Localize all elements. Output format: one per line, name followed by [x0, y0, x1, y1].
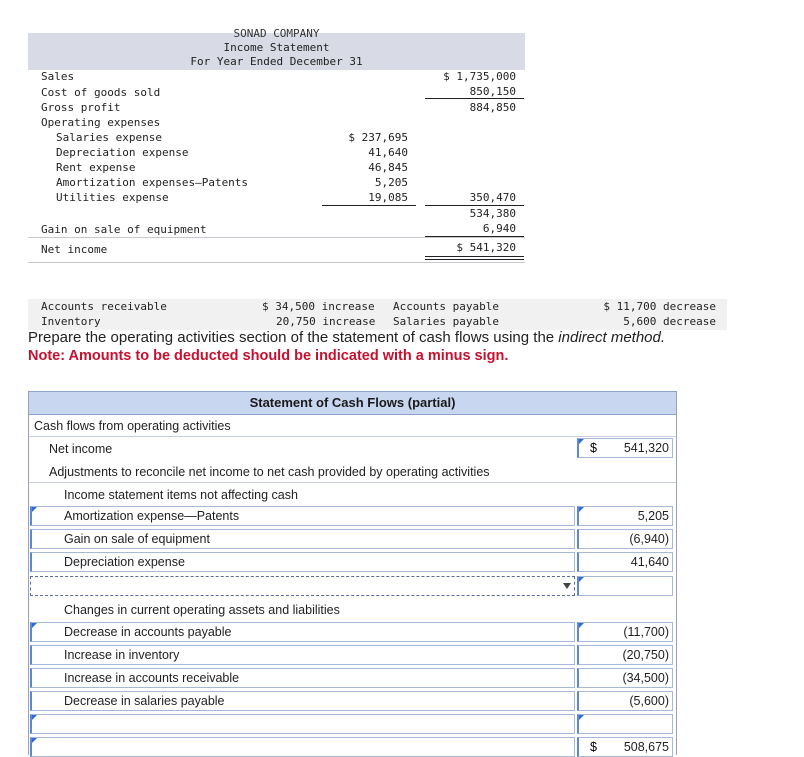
row-divider: [29, 482, 676, 483]
net-income-row-label: Net income: [49, 442, 113, 456]
adjustment-amount-input[interactable]: (6,940): [577, 529, 673, 549]
net-income-label: Net income: [41, 243, 108, 256]
expense-value: 5,205: [374, 176, 408, 189]
input-marker-icon: [579, 439, 584, 444]
instruction-note: Note: Amounts to be deducted should be indicated with a minus sign.: [28, 348, 509, 364]
adjustment-amount-input[interactable]: [577, 576, 673, 596]
adjustment-amount-input[interactable]: 5,205: [577, 506, 673, 526]
input-marker-icon: [579, 507, 584, 512]
expense-label: Utilities expense: [56, 191, 169, 204]
income-statement-header: [28, 27, 525, 70]
chevron-down-icon: [563, 583, 571, 589]
expense-label: Salaries expense: [56, 131, 162, 144]
ap-label: Accounts payable: [393, 300, 499, 313]
total-label-input[interactable]: [30, 737, 575, 757]
row-divider: [28, 262, 525, 263]
company-name-cut: SONAD COMPANY: [233, 27, 320, 40]
adjustment-label-input[interactable]: Increase in inventory: [30, 645, 575, 665]
adjustment-label-input[interactable]: Depreciation expense: [30, 552, 575, 572]
row-divider: [29, 436, 676, 437]
operating-section-label: Cash flows from operating activities: [34, 419, 231, 433]
adjustments-label: Adjustments to reconcile net income to net cash provided by operating activities: [49, 465, 490, 479]
adjustment-label-input[interactable]: Gain on sale of equipment: [30, 529, 575, 549]
dollar-sign: $: [590, 740, 597, 754]
gross-profit-label: Gross profit: [41, 101, 121, 114]
expense-label: Amortization expenses—Patents: [56, 176, 249, 189]
net-income-input[interactable]: [577, 438, 673, 458]
total-opex-value: 350,470: [469, 191, 516, 204]
sales-value: $ 1,735,000: [443, 70, 516, 83]
expense-value: 46,845: [368, 161, 408, 174]
adjustment-label-input[interactable]: Decrease in salaries payable: [30, 691, 575, 711]
adjustment-label-input[interactable]: Amortization expense—Patents: [30, 506, 575, 526]
gain-value: 6,940: [482, 222, 516, 235]
statement-title: Income Statement: [223, 41, 330, 54]
input-marker-icon: [32, 738, 37, 743]
cogs-label: Cost of goods sold: [41, 86, 161, 99]
instruction-prompt: Prepare the operating activities section of the statement of cash flows using the indirect method.: [28, 329, 666, 346]
subtotal-value: 534,380: [469, 207, 516, 220]
adjustment-label-input[interactable]: Decrease in accounts payable: [30, 622, 575, 642]
net-income-amount: 541,320: [623, 441, 669, 455]
total-amount: 508,675: [623, 740, 669, 754]
expense-label: Rent expense: [56, 161, 136, 174]
expense-value: 41,640: [368, 146, 408, 159]
gross-profit-value: 884,850: [469, 101, 516, 114]
sp-change: 5,600 decrease: [623, 315, 716, 328]
adjustment-label-input[interactable]: [30, 714, 575, 734]
dollar-sign: $: [590, 441, 597, 455]
opex-underline: [425, 205, 524, 206]
ar-label: Accounts receivable: [41, 300, 167, 313]
input-marker-icon: [579, 577, 584, 582]
cash-flow-title: Statement of Cash Flows (partial): [29, 391, 676, 415]
adjustment-label-input[interactable]: Increase in accounts receivable: [30, 668, 575, 688]
row-divider: [28, 237, 525, 238]
expense-value: 19,085: [368, 191, 408, 204]
current-items-header: Changes in current operating assets and liabilities: [64, 603, 340, 617]
input-marker-icon: [579, 623, 584, 628]
total-amount-input[interactable]: [577, 737, 673, 757]
expense-value: $ 237,695: [348, 131, 408, 144]
opex-label: Operating expenses: [41, 116, 161, 129]
statement-period: For Year Ended December 31: [190, 55, 363, 68]
adjustment-dropdown[interactable]: [30, 576, 575, 596]
input-marker-icon: [32, 623, 37, 628]
inventory-label: Inventory: [41, 315, 101, 328]
sp-label: Salaries payable: [393, 315, 499, 328]
net-income-value: $ 541,320: [456, 241, 516, 254]
cogs-value: 850,150: [425, 85, 524, 99]
adjustment-amount-input[interactable]: 41,640: [577, 552, 673, 572]
adjustment-amount-input[interactable]: [577, 714, 673, 734]
adjustment-amount-input[interactable]: (5,600): [577, 691, 673, 711]
noncash-header: Income statement items not affecting cash: [64, 488, 298, 502]
ap-change: $ 11,700 decrease: [603, 300, 716, 313]
adjustment-amount-input[interactable]: (20,750): [577, 645, 673, 665]
ar-change: $ 34,500 increase: [262, 300, 375, 313]
expense-underline: [322, 205, 416, 206]
adjustment-amount-input[interactable]: (34,500): [577, 668, 673, 688]
input-marker-icon: [32, 715, 37, 720]
input-marker-icon: [579, 715, 584, 720]
inventory-change: 20,750 increase: [276, 315, 376, 328]
expense-label: Depreciation expense: [56, 146, 189, 159]
gain-label: Gain on sale of equipment: [41, 223, 207, 236]
input-marker-icon: [32, 507, 37, 512]
cash-flow-table: [28, 391, 677, 755]
adjustment-amount-input[interactable]: (11,700): [577, 622, 673, 642]
sales-label: Sales: [41, 70, 75, 83]
net-income-double-underline: [425, 256, 524, 260]
